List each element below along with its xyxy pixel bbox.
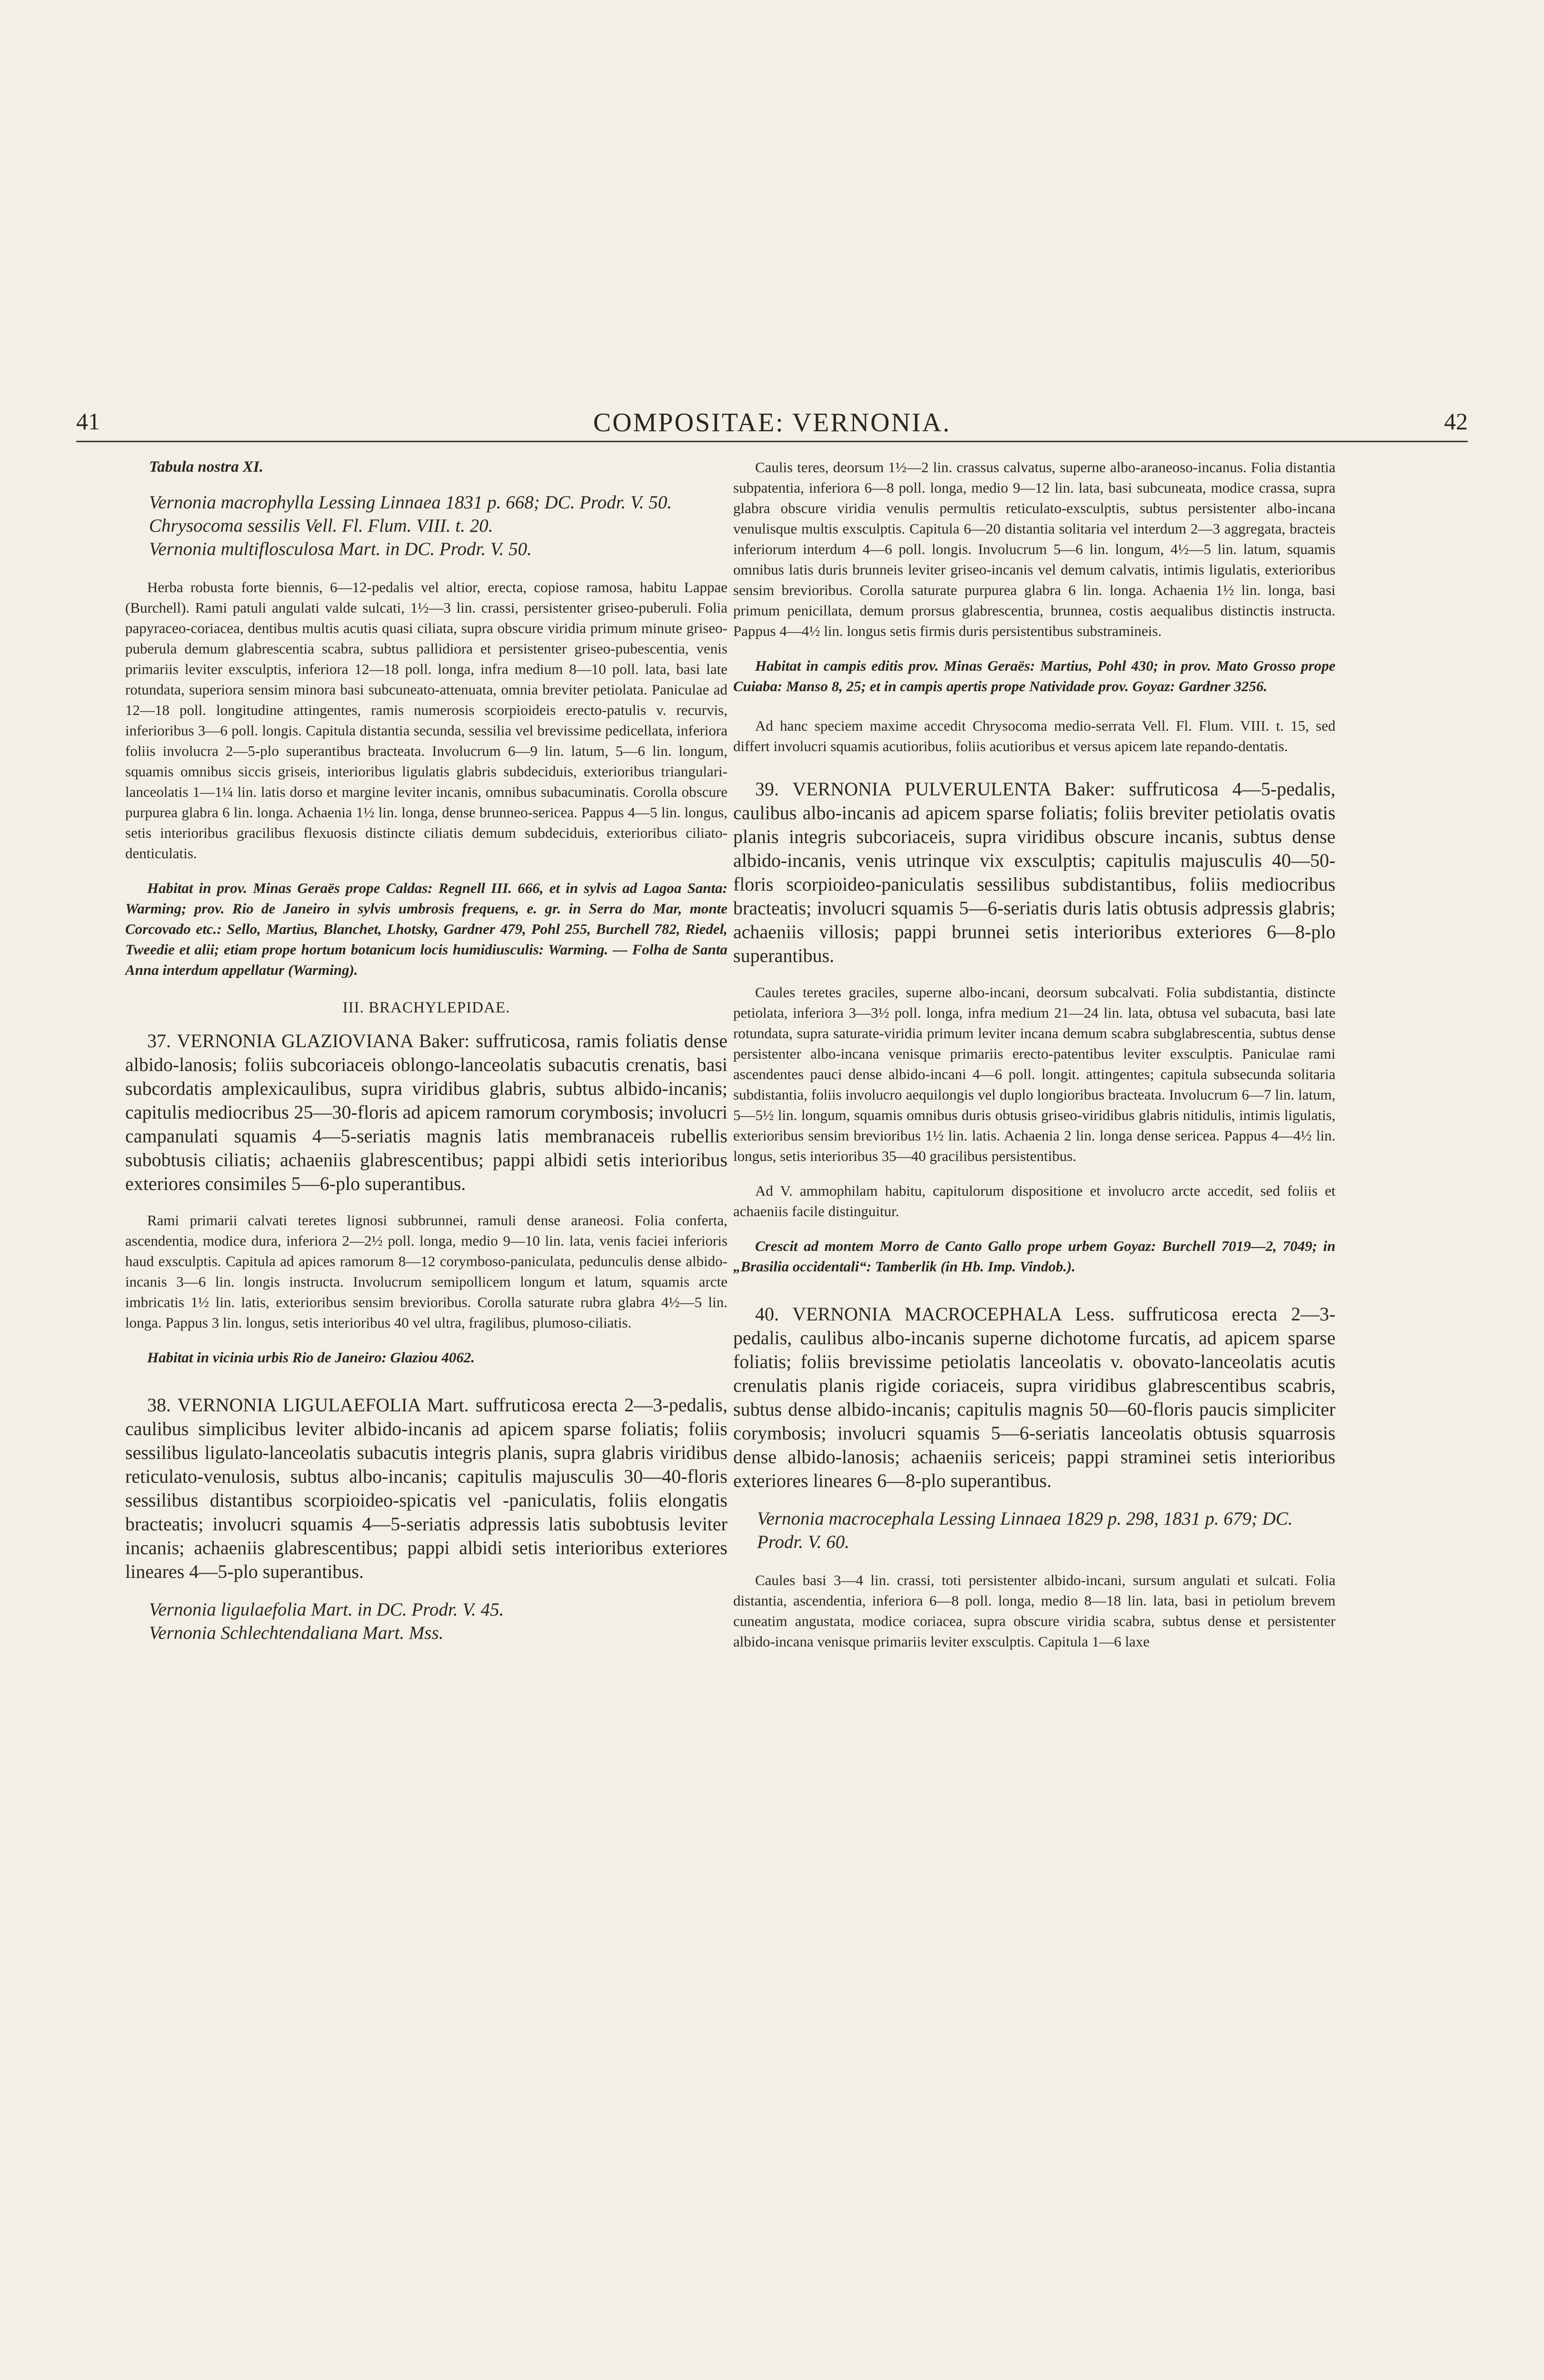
synonym-line: Chrysocoma sessilis Vell. Fl. Flum. VIII. t. 20. — [149, 516, 493, 536]
synonym-line: Vernonia macrophylla Lessing Linnaea 1831 p. 668; DC. Prodr. V. 50. — [149, 492, 672, 513]
right-column — [733, 457, 1335, 1666]
section-heading: III. BRACHYLEPIDAE. — [342, 999, 510, 1016]
plate-reference: Tabula nostra XI. — [149, 458, 263, 476]
synonym-line: Vernonia macrocephala Lessing Linnaea 1829 p. 298, 1831 p. 679; DC. Prodr. V. 60. — [757, 1508, 1293, 1552]
page-number-left: 41 — [76, 408, 100, 435]
habitat-paragraph: Habitat in prov. Minas Geraës prope Caldas: Regnell III. 666, et in sylvis ad Lagoa Santa: Warming; prov. Rio de Janeiro in sylvis umbrosis frequens, e. gr. in Serra do Mar, monte Corcovado etc.: Sello, Martius, Blanchet, Lhotsky, Gardner 479, Pohl 255, Burchell 782, Riedel, Tweedie et alii; etiam prope hortum botanicum locis humidiusculis: Warming. — Folha de Santa Anna interdum appellatur (Warming). — [125, 880, 727, 978]
species-description: Rami primarii calvati teretes lignosi subbrunnei, ramuli dense araneosi. Folia conferta, ascendentia, modice dura, inferiora 2—2½ poll. longa, medio 9—10 lin. lata, venis faciei inferioris haud exsculptis. Capitula ad apices ramorum 8—12 corymboso-paniculata, pedunculis dense albido-incanis 3—6 lin. longis instructa. Involucrum semipollicem longum et latum, squamis arcte imbricatis 1½ lin. latis, exterioribus sensim brevioribus. Corolla saturate rubra glabra 4½—5 lin. longa. Pappus 3 lin. longus, setis interioribus 40 vel ultra, fragilibus, plumoso-ciliatis. — [125, 1212, 727, 1331]
running-title: COMPOSITAE: VERNONIA. — [593, 408, 951, 437]
habitat-paragraph: Habitat in vicinia urbis Rio de Janeiro: Glaziou 4062. — [147, 1349, 475, 1366]
species-description: Caules teretes graciles, superne albo-incani, deorsum subcalvati. Folia subdistantia, distincte petiolata, inferiora 3—3½ poll. longa, infra medium 21—24 lin. lata, obtusa vel subacuta, basi late rotundata, supra saturate-viridia primum leviter incana demum scabra subglabrescentia, subtus dense persistenter albo-incana venisque primariis erecto-patentibus leviter exsculptis. Paniculae rami ascendentes pauci dense albido-incani 4—6 poll. longit. attingentes; capitula subsecunda solitaria subdistantia, foliis involucro aequilongis vel duplo longioribus bracteata. Involucrum 6—7 lin. latum, 5—5½ lin. longum, squamis omnibus duris obtusis griseo-viridibus glabris nitidulis, intimis ligulatis, exterioribus sensim brevioribus 1½ lin. latis. Achaenia 2 lin. longa dense sericea. Pappus 4—4½ lin. longus, setis interioribus 35—40 gracilibus persistentibus. — [733, 984, 1335, 1164]
running-header — [76, 407, 1468, 442]
synonym-line: Vernonia ligulaefolia Mart. in DC. Prodr. V. 45. — [149, 1599, 504, 1620]
habitat-paragraph: Habitat in campis editis prov. Minas Geraës: Martius, Pohl 430; in prov. Mato Grosso prope Cuiaba: Manso 8, 25; et in campis apertis prope Natividade prov. Goyaz: Gardner 3256. — [733, 657, 1335, 694]
species-note: Ad hanc speciem maxime accedit Chrysocoma medio-serrata Vell. Fl. Flum. VIII. t. 15, sed differt involucri squamis acutioribus, foliis acutioribus et versus apicem late repando-dentatis. — [733, 717, 1335, 754]
species-diagnosis: 37. VERNONIA GLAZIOVIANA Baker: suffruticosa, ramis foliatis dense albido-lanosis; foliis subcoriaceis oblongo-lanceolatis subacutis crenatis, basi subcordatis amplexicaulibus, supra viridibus glabris, subtus albido-incanis; capitulis mediocribus 25—30-floris ad apicem ramorum corymbosis; involucri campanulati squamis 4—5-seriatis magnis latis membranaceis rubellis subobtusis ciliatis; achaeniis glabrescentibus; pappi albidi setis interioribus exteriores consimiles 5—6-plo superantibus. — [125, 1030, 727, 1194]
left-column — [125, 457, 727, 1645]
species-diagnosis: 39. VERNONIA PULVERULENTA Baker: suffruticosa 4—5-pedalis, caulibus albo-incanis ad apicem sparse foliatis; foliis breviter petiolatis ovatis planis integris subcoriaceis, supra viridibus obscure incanis, subtus dense albido-incanis, venis utrinque vix exsculptis; capitulis majusculis 40—50-floris scorpioideo-paniculatis sessilibus subdistantibus, foliis mediocribus bracteatis; involucri squamis 5—6-seriatis duris latis obtusis adpressis glabris; achaeniis villosis; pappi brunnei setis interioribus exteriores 6—8-plo superantibus. — [733, 778, 1335, 966]
habitat-paragraph: Crescit ad montem Morro de Canto Gallo prope urbem Goyaz: Burchell 7019—2, 7049; in „Brasilia occidentali“: Tamberlik (in Hb. Imp. Vindob.). — [733, 1238, 1335, 1275]
synonym-line: Vernonia Schlechtendaliana Mart. Mss. — [149, 1623, 444, 1643]
page-number-right: 42 — [1444, 408, 1468, 435]
species-note: Ad V. ammophilam habitu, capitulorum dispositione et involucro arcte accedit, sed foliis et achaeniis facile distinguitur. — [733, 1182, 1335, 1220]
species-description: Caulis teres, deorsum 1½—2 lin. crassus calvatus, superne albo-araneoso-incanus. Folia distantia subpatentia, inferiora 6—8 poll. longa, medio 9—12 lin. lata, basi subcuneata, modice crassa, supra glabra obscure viridia venulis permultis reticulato-exsculptis, subtus persistenter albo-incana venulisque multis exsculptis. Capitula 6—20 distantia solitaria vel interdum 2—3 aggregata, bracteis inferiorum interdum 4—6 poll. longis. Involucrum 5—6 lin. longum, 4½—5 lin. latum, squamis omnibus latis duris brunneis leviter griseo-incanis vel demum calvatis, intimis ligulatis, exterioribus sensim brevioribus. Corolla saturate purpurea glabra 6 lin. longa. Achaenia 1½ lin. longa, basi primum penicillata, demum prorsus glabrescentia, brunnea, costis aequalibus distinctis instructa. Pappus 4—4½ lin. longus setis firmis duris persistentibus substramineis. — [733, 459, 1335, 639]
species-diagnosis: 40. VERNONIA MACROCEPHALA Less. suffruticosa erecta 2—3-pedalis, caulibus albo-incanis superne dichotome furcatis, ad apicem sparse foliatis; foliis brevissime petiolatis lanceolatis v. obovato-lanceolatis acutis crenulatis planis rigide coriaceis, supra viridibus glabrescentibus scabris, subtus dense albido-incanis; capitulis magnis 50—60-floris paucis simpliciter corymbosis; involucri squamis 5—6-seriatis lanceolatis obtusis squarrosis dense albido-lanosis; achaeniis sericeis; pappi straminei setis interioribus exteriores lineares 6—8-plo superantibus. — [733, 1303, 1335, 1491]
synonym-line: Vernonia multiflosculosa Mart. in DC. Prodr. V. 50. — [149, 539, 532, 559]
species-diagnosis: 38. VERNONIA LIGULAEFOLIA Mart. suffruticosa erecta 2—3-pedalis, caulibus simplicibus leviter albido-incanis ad apicem sparse foliatis; foliis sessilibus ligulato-lanceolatis subacutis integris planis, supra glabris viridibus reticulato-venulosis, subtus albo-incanis; capitulis majusculis 30—40-floris sessilibus distantibus scorpioideo-spicatis vel -paniculatis, foliis elongatis bracteatis; involucri squamis 4—5-seriatis adpressis latis subobtusis leviter incanis; achaeniis glabrescentibus; pappi albidi setis interioribus exteriores lineares 4—5-plo superantibus. — [125, 1394, 727, 1582]
species-description: Caules basi 3—4 lin. crassi, toti persistenter albido-incani, sursum angulati et sulcati. Folia distantia, ascendentia, inferiora 6—8 poll. longa, medio 8—18 lin. lata, basi in petiolum brevem cuneatim angustata, modice coriacea, supra obscure viridia scabra, subtus dense et persistenter albido-incana venisque primariis leviter exsculptis. Capitula 1—6 laxe — [733, 1572, 1335, 1650]
species-description: Herba robusta forte biennis, 6—12-pedalis vel altior, erecta, copiose ramosa, habitu Lappae (Burchell). Rami patuli angulati valde sulcati, 1½—3 lin. crassi, persistenter griseo-puberuli. Folia papyraceo-coriacea, dentibus multis acutis quasi ciliata, supra obscure viridia primum minute griseo-puberula demum glabrescentia scabra, subtus pallidiora et persistenter griseo-pubescentia, venis primariis leviter exsculptis, inferiora 12—18 poll. longa, infra medium 8—10 poll. lata, basi late rotundata, superiora sensim minora basi subcuneato-attenuata, omnia breviter petiolata. Paniculae ad 12—18 poll. longitudine attingentes, ramis numerosis scorpioideis erecto-patulis v. recurvis, inferioribus 3—6 poll. longis. Capitula distantia secunda, sessilia vel brevissime pedicellata, inferiora foliis involucra 2—5-plo superantibus bracteata. Involucrum 6—9 lin. latum, 5—6 lin. longum, squamis omnibus siccis griseis, interioribus ligulatis glabris subdeciduis, exterioribus triangulari-lanceolatis 1—1¼ lin. latis dorso et margine leviter incanis, omnibus subacuminatis. Corolla obscure purpurea glabra 6 lin. longa. Achaenia 1½ lin. longa, dense brunneo-sericea. Pappus 4—5 lin. longus, setis interioribus gracilibus flexuosis distincte ciliatis demum subdeciduis, exterioribus ciliato-denticulatis. — [125, 579, 727, 862]
